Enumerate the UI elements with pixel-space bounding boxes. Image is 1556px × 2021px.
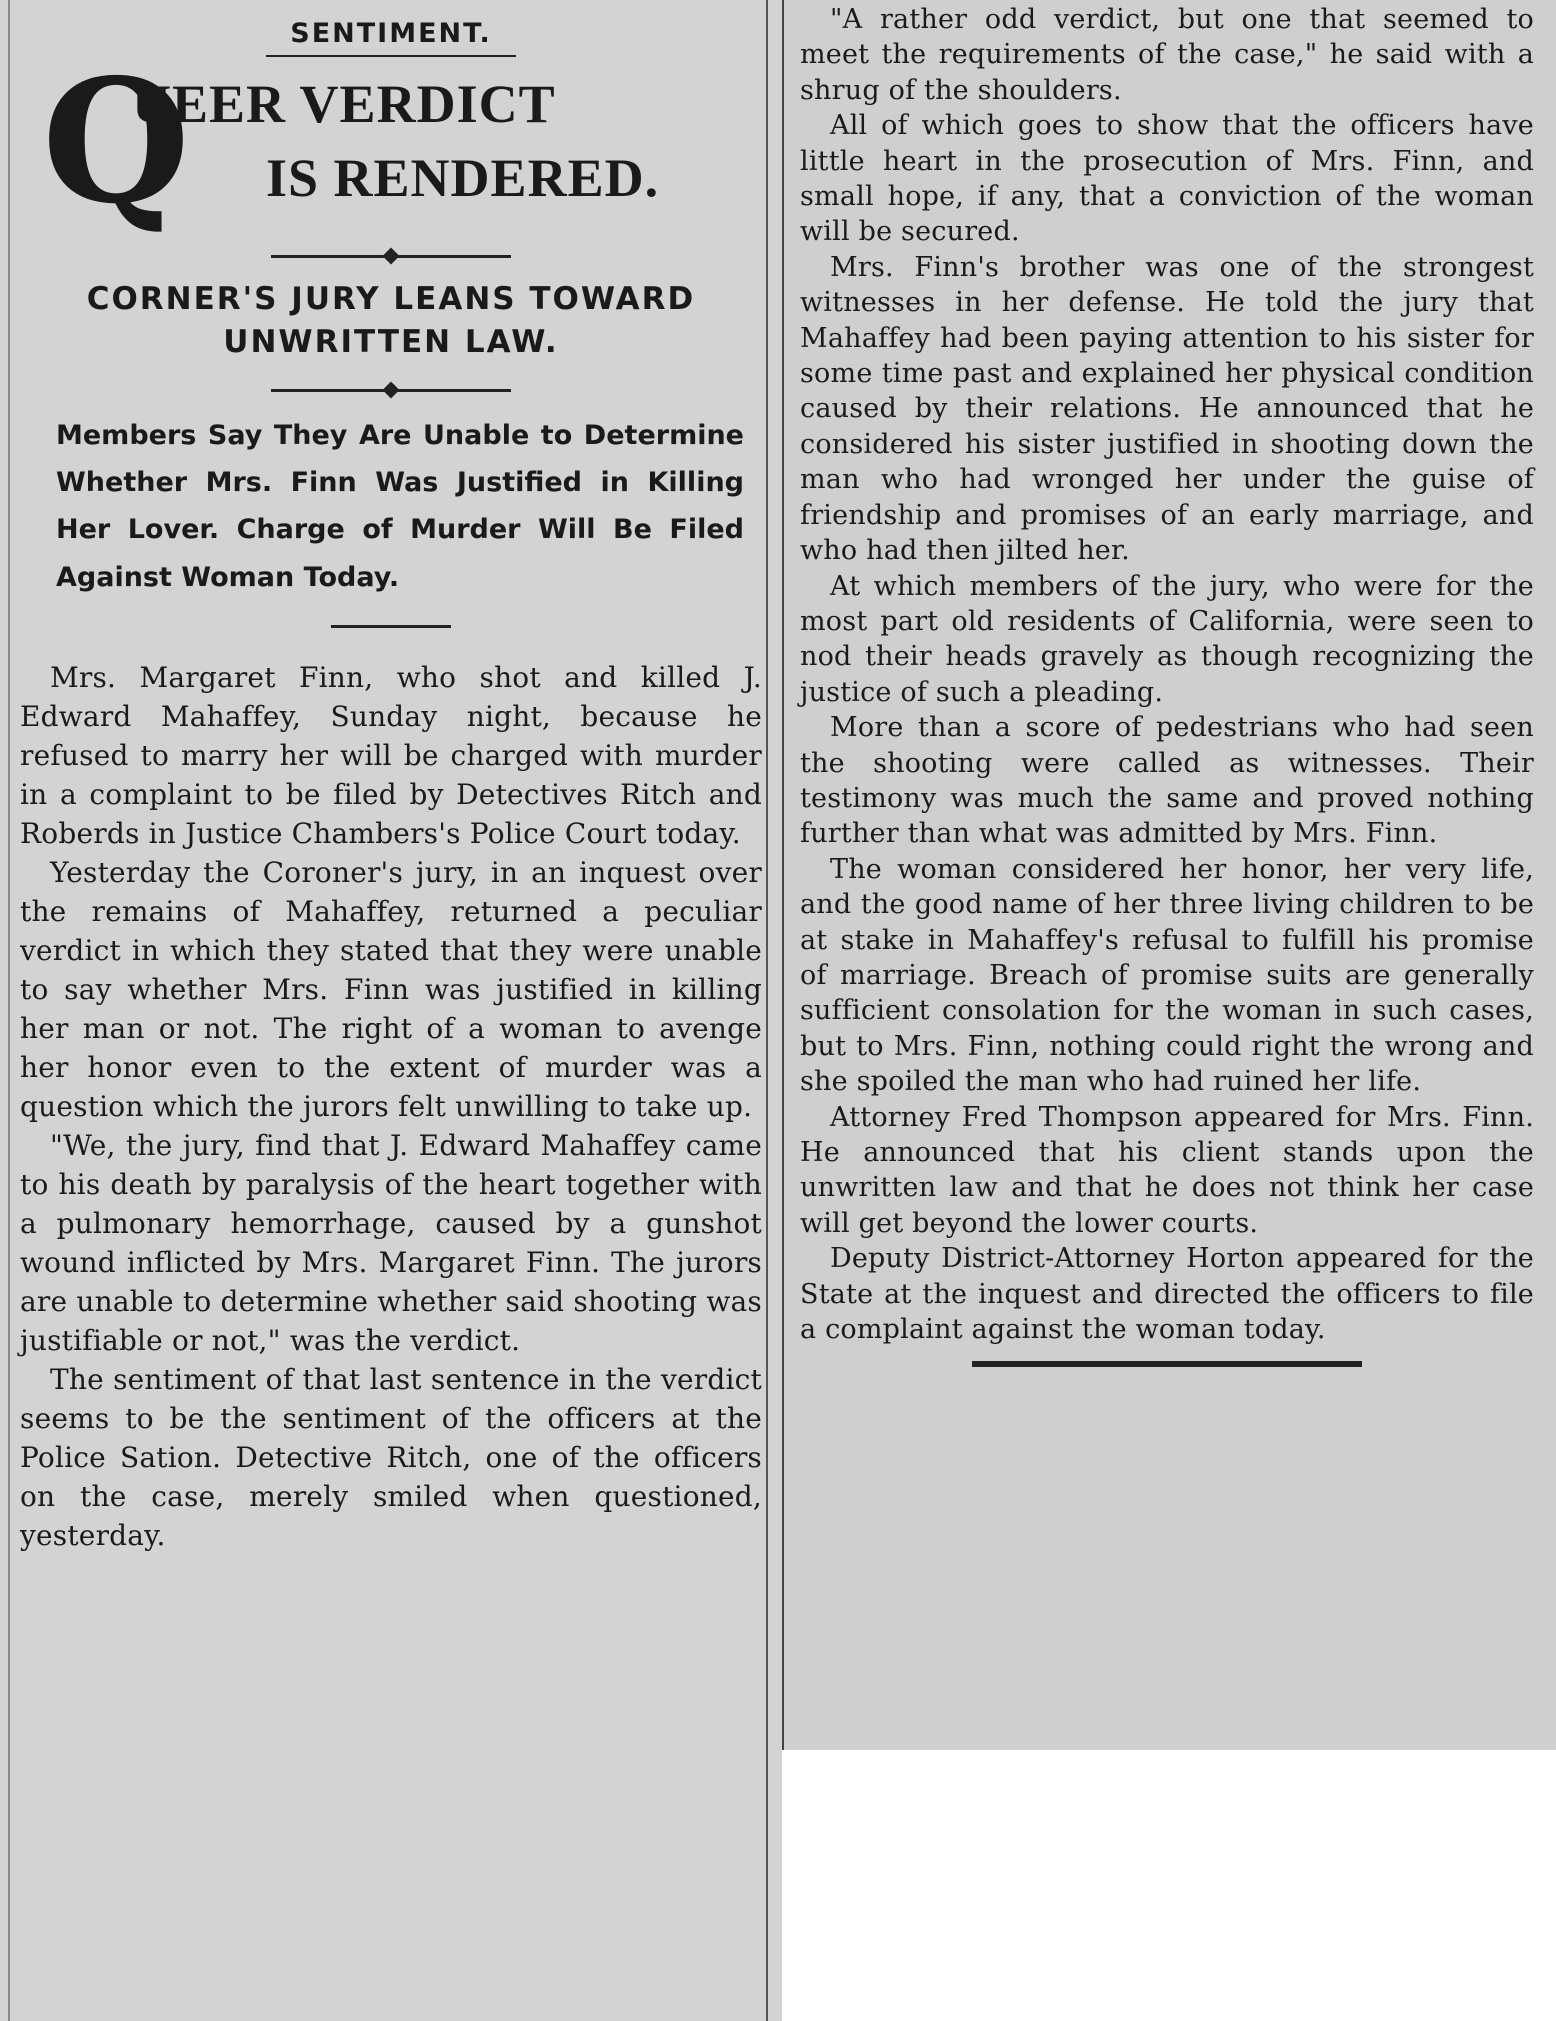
right-article-body	[800, 2, 1534, 1347]
headline-dropcap: Q	[42, 42, 191, 242]
right-column	[782, 0, 1556, 1750]
paragraph: Yesterday the Coroner's jury, in an inquest over the remains of Mahaffey, returned a peculiar verdict in which they stated that they were unable to say whether Mrs. Finn was justified in killing her man or not. The right of a woman to avenge her honor even to the extent of murder was a question which the jurors felt unwilling to take up.	[20, 855, 762, 1123]
paragraph: All of which goes to show that the officers have little heart in the prosecution of Mrs. Finn, and small hope, if any, that a conviction of the woman will be secured.	[800, 110, 1534, 248]
paragraph: Mrs. Finn's brother was one of the strongest witnesses in her defense. He told the jury that Mahaffey had been paying attention to his sister for some time past and explained her physical condition caused by their relations. He announced that he considered his sister justified in shooting down the man who had wronged her under the guise of friendship and promises of an early marriage, and who had then jilted her.	[800, 251, 1534, 567]
paragraph: "A rather odd verdict, but one that seemed to meet the requirements of the case," he said with a shrug of the shoulders.	[800, 4, 1534, 106]
left-article-body	[20, 658, 762, 1555]
paragraph: Attorney Fred Thompson appeared for Mrs. Finn. He announced that his client stands upon the unwritten law and that he does not think her case will get beyond the lower courts.	[800, 1101, 1534, 1239]
paragraph: The woman considered her honor, her very life, and the good name of her three living children to be at stake in Mahaffey's refusal to fulfill his promise of marriage. Breach of promise suits are generally sufficient consolation for the woman in such cases, but to Mrs. Finn, nothing could right the wrong and she spoiled the man who had ruined her life.	[800, 853, 1534, 1098]
headline-line-2: IS RENDERED.	[266, 148, 660, 208]
ornament-divider-1	[271, 255, 511, 258]
headline-line-1: UEER VERDICT	[132, 74, 556, 134]
paragraph: "We, the jury, find that J. Edward Mahaffey came to his death by paralysis of the heart together with a pulmonary hemorrhage, caused by a gunshot wound inflicted by Mrs. Margaret Finn. The jurors are unable to determine whether said shooting was justifiable or not," was the verdict.	[20, 1128, 762, 1357]
section-kicker: SENTIMENT.	[290, 18, 492, 49]
paragraph: At which members of the jury, who were for the most part old residents of California, were seen to nod their heads gravely as though recognizing the justice of such a pleading.	[800, 570, 1534, 708]
subheadline: CORNER'S JURY LEANS TOWARD UNWRITTEN LAW.	[86, 281, 696, 361]
end-rule	[972, 1361, 1362, 1367]
paragraph: More than a score of pedestrians who had seen the shooting were called as witnesses. Their testimony was much the same and proved nothing further than what was admitted by Mrs. Finn.	[800, 712, 1534, 850]
summary-deck: Members Say They Are Unable to Determine Whether Mrs. Finn Was Justified in Killing Her Lover. Charge of Murder Will Be Filed Against Woman Today.	[56, 419, 744, 593]
short-divider	[331, 625, 451, 628]
column-rule	[782, 0, 784, 1750]
paragraph: The sentiment of that last sentence in the verdict seems to be the sentiment of the officers at the Police Sation. Detective Ritch, one of the officers on the case, merely smiled when questioned, yesterday.	[20, 1362, 762, 1552]
paragraph: Mrs. Margaret Finn, who shot and killed J. Edward Mahaffey, Sunday night, because he refused to marry her will be charged with murder in a complaint to be filed by Detectives Ritch and Roberds in Justice Chambers's Police Court today.	[20, 660, 762, 850]
page-edge-line	[8, 0, 10, 2021]
kicker-underline	[266, 55, 516, 57]
paragraph: Deputy District-Attorney Horton appeared for the State at the inquest and directed the officers to file a complaint against the woman today.	[800, 1243, 1534, 1346]
column-rule	[766, 0, 768, 2021]
headline	[20, 42, 762, 242]
ornament-divider-2	[271, 389, 511, 392]
